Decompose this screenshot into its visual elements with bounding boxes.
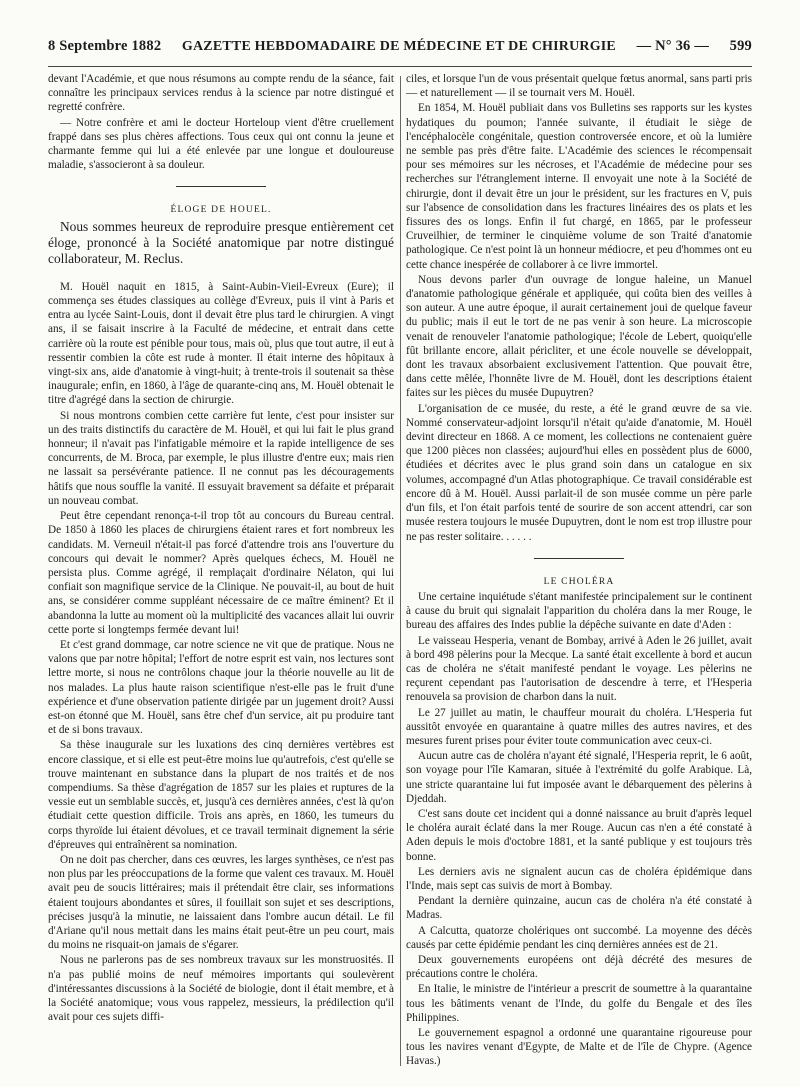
lead-paragraph: Nous sommes heureux de reproduire presque entièrement cet éloge, prononcé à la Société anatomique par notre distingué collaborateur, M. Reclus. bbox=[48, 218, 394, 267]
page-number: 599 bbox=[729, 38, 752, 54]
body-paragraph: A Calcutta, quatorze cholériques ont succombé. La moyenne des décès causés par cette épidémie pendant les cinq dernières années est de 21. bbox=[406, 924, 752, 951]
body-paragraph: Si nous montrons combien cette carrière fut lente, c'est pour insister sur un des traits distinctifs du caractère de M. Houël, et qui lui fait le plus grand honneur; il n'avait pas l'infatigable mémoire et la rapide intelligence de ses concurrents, de M. Broca, par exemple, le plus illustre d'entre eux; mais rien ne lassait sa persévérante patience. Il ne connut pas les découragements hâtifs que nous souffle la vanité. Il essuyait bravement sa défaite et préparait un nouveau combat. bbox=[48, 409, 394, 507]
issue-number: — N° 36 — bbox=[636, 38, 710, 54]
body-paragraph: Peut être cependant renonça-t-il trop tôt au concours du Bureau central. De 1850 à 1860 les places de chirurgiens étaient rares et fort nombreux les candidats. M. Verneuil n'était-il pas forcé d'attendre trois ans l'ouverture du concours qui devait le nommer? Après quelques échecs, M. Houël ne persista plus. Comme agrégé, il remplaçait d'ordinaire Nélaton, qui lui confiait son magnifique service de la Clinique. Ne pouvait-il, au bout de huit ans, se considérer comme suppléant nécessaire de ce maître éminent? Et il abandonna la lutte au moment où la multiplicité des vacances allait lui ouvrir cette porte si longtemps fermée devant lui! bbox=[48, 510, 394, 636]
page-header bbox=[48, 38, 752, 67]
intro-paragraph: devant l'Académie, et que nous résumons au compte rendu de la séance, fait connaître les principaux services rendus à la science par notre distingué et regretté confrère. bbox=[48, 73, 394, 114]
body-paragraph: Nous ne parlerons pas de ses nombreux travaux sur les monstruosités. Il n'a pas publié moins de neuf mémoires importants qui soulevèrent d'intéressantes discussions à la Société de biologie, dont il était membre, et à la Société anatomique; vous vous rappelez, messieurs, la prédilection qu'il avait pour ces sujets diffi- bbox=[48, 954, 394, 1024]
header-date: 8 Septembre 1882 bbox=[48, 38, 162, 54]
body-paragraph: Nous devons parler d'un ouvrage de longue haleine, un Manuel d'anatomie pathologique générale et appliquée, qui coûta bien des veilles à son auteur. A une autre époque, il aurait certainement joui de quelque faveur du public; mais il eut le tort de ne pas venir à son heure. La microscopie venait de renouveler l'anatomie pathologique; l'école de Lebert, quoiqu'elle fût brillante encore, allait péricliter, et une école nouvelle se développait, dont les travaux absorbaient exclusivement l'attention. Que pouvait être, dans cette mêlée, l'honnête livre de M. Houël, dont les descriptions étaient faites sur les pièces du musée Dupuytren? bbox=[406, 273, 752, 400]
body-paragraph: Sa thèse inaugurale sur les luxations des cinq dernières vertèbres est encore classique, et si elle est peut-être moins lue qu'autrefois, c'est qu'elle se trouve maintenant en substance dans la plupart de nos traités et de nos compendiums. Sa thèse d'agrégation de 1857 sur les plaies et ruptures de la vessie eut un semblable succès, et, jusqu'à ces dernières années, c'est là qu'on étudiait cette question difficile. Trois ans après, en 1860, les tumeurs du corps thyroïde lui étaient dévolues, et ce travail terminait dignement la série d'épreuves qui entraînèrent sa nomination. bbox=[48, 739, 394, 851]
section-divider bbox=[176, 186, 266, 187]
body-paragraph: En Italie, le ministre de l'intérieur a prescrit de soumettre à la quarantaine tous les bâtiments venant de l'Inde, du golfe du Bengale et des îles Philippines. bbox=[406, 983, 752, 1024]
columns bbox=[48, 72, 752, 1072]
body-paragraph: Pendant la dernière quinzaine, aucun cas de choléra n'a été constaté à Madras. bbox=[406, 895, 752, 922]
intro-paragraph: — Notre confrère et ami le docteur Horteloup vient d'être cruellement frappé dans ses plus chères affections. Tous ceux qui ont connu la jeune et charmante femme qui lui a été enlevée par une longue et douloureuse maladie, s'associeront à sa douleur. bbox=[48, 116, 394, 172]
body-paragraph: Le 27 juillet au matin, le chauffeur mourait du choléra. L'Hesperia fut aussitôt envoyée en quarantaine à quatre milles des autres navires, et des mesures furent prises pour éviter toute communication avec ceux-ci. bbox=[406, 706, 752, 747]
body-paragraph: ciles, et lorsque l'un de vous présentait quelque fœtus anormal, sans parti pris — et naturellement — il se tournait vers M. Houël. bbox=[406, 73, 752, 100]
body-paragraph: On ne doit pas chercher, dans ces œuvres, les larges synthèses, ce n'est pas non plus par les préoccupations de la forme que valent ces travaux. M. Houël avait peu de soucis littéraires; mais il prétendait être clair, ses informations étaient toujours abondantes et sûres, il fouillait son sujet et ses descriptions, précises jusqu'à la minutie, ne laissaient dans l'ombre aucun détail. Le fil d'Ariane qu'il nous mettait dans les mains était peut-être un peu court, mais du moins ne risquait-on jamais de s'égarer. bbox=[48, 853, 394, 952]
right-column bbox=[406, 72, 752, 1072]
body-paragraph: M. Houël naquit en 1815, à Saint-Aubin-Vieil-Evreux (Eure); il commença ses études classiques au collège d'Evreux, puis il vint à Paris et entra au lycée Saint-Louis, dont il devait être plus tard le chirurgien. A vingt ans, il se faisait inscrire à la Faculté de médecine, et entrait dans cette carrière où la route est pénible pour tous, mais où, plus que tout autre, il eut à ressentir combien la côte est rude à monter. Il était interne des hôpitaux à vingt-six ans, aide d'anatomie à vingt-huit; à trente-trois il soutenait sa thèse inaugurale; enfin, en 1860, à l'âge de quarante-cinq ans, M. Houël obtenait le titre d'agrégé dans la section de chirurgie. bbox=[48, 280, 394, 407]
body-paragraph: L'organisation de ce musée, du reste, a été le grand œuvre de sa vie. Nommé conservateur-adjoint lorsqu'il n'était qu'aide d'anatomie, M. Houël devint directeur en 1868. A ce moment, les collections ne contenaient guère que 1200 pièces non classées; aujourd'hui elles en possèdent plus de 6000, étudiées et décrites avec le plus grand soin dans un catalogue en six volumes, accompagné d'un Atlas photographique. Ce travail considérable est encore dû à M. Houël. Aussi parlait-il de son musée comme un père parle d'un fils, et l'on était parfois tenté de sourire de son accent attendri, car son musée restera toujours le musée Dupuytren, dont le nom est trop illustre pour ne pas rester solitaire. . . . . . bbox=[406, 402, 752, 543]
body-paragraph: Les derniers avis ne signalent aucun cas de choléra épidémique dans l'Inde, mais sept cas suivis de mort à Bombay. bbox=[406, 865, 752, 892]
journal-title: GAZETTE HEBDOMADAIRE DE MÉDECINE ET DE CHIRURGIE bbox=[181, 39, 616, 54]
body-paragraph: Et c'est grand dommage, car notre science ne vit que de pratique. Nous ne valons que par notre hôpital; l'effort de notre esprit est vain, nos lectures sont lettre morte, si nous ne contrôlons chaque jour la théorie nouvelle au lit de nos malades. La plus haute raison scientifique n'est-elle pas le fruit d'une expérience et d'une observation patiente dirigée par un jugement droit? Aussi est-on étonné que M. Houël, sans être chef d'un service, ait pu produire tant et de si bons travaux. bbox=[48, 638, 394, 737]
column-rule bbox=[400, 76, 401, 1066]
body-paragraph: Deux gouvernements européens ont déjà décrété des mesures de précautions contre le choléra. bbox=[406, 953, 752, 981]
body-paragraph: Le gouvernement espagnol a ordonné une quarantaine rigoureuse pour tous les navires venant d'Egypte, de Malte et de l'île de Chypre. (Agence Havas.) bbox=[406, 1027, 752, 1068]
body-paragraph: C'est sans doute cet incident qui a donné naissance au bruit d'après lequel le choléra aurait éclaté dans la mer Rouge. Aucun cas n'en a été constaté à Aden depuis le mois d'octobre 1881, et la santé publique y est toujours très bonne. bbox=[406, 807, 752, 863]
body-paragraph: Aucun autre cas de choléra n'ayant été signalé, l'Hesperia reprit, le 6 août, son voyage pour l'île Kamaran, située à l'extrémité du golfe Arabique. Là, une stricte quarantaine lui fut imposée avant le débarquement des pèlerins à Djeddah. bbox=[406, 750, 752, 805]
left-column bbox=[48, 72, 394, 1072]
body-paragraph: En 1854, M. Houël publiait dans vos Bulletins ses rapports sur les kystes hydatiques du poumon; l'année suivante, il étudiait le siège de l'encéphalocèle congénitale, question controversée encore, et où la lumière ne semble pas près d'être faite. L'Académie des sciences le récompensait pour ses mémoires sur les nécroses, et l'Académie de médecine pour ses recherches sur l'étranglement interne. Il envoyait une note à la Société de chirurgie, dont il devait être un jour le président, sur les fractures en V, puis sur l'absence de consolidation dans les fractures linéaires des os plats et les fissures des os longs. Enfin il fut chargé, en 1865, par le professeur Cruveilhier, de terminer le cinquième volume de son Traité d'anatomie pathologique. Ce n'est point là un honneur médiocre, et peu d'hommes ont eu cette chance inespérée de collaborer à ce livre immortel. bbox=[406, 102, 752, 271]
section-title-cholera: LE CHOLÉRA bbox=[543, 576, 615, 587]
body-paragraph: Le vaisseau Hesperia, venant de Bombay, arrivé à Aden le 26 juillet, avait à bord 498 pèlerins pour la Mecque. La santé était excellente à bord et aucun cas de choléra ne s'était manifesté pendant le voyage. Les pèlerins ne reçurent cependant pas l'autorisation de descendre à terre, et l'Hesperia renouvela sa provision de charbon dans la nuit. bbox=[406, 634, 752, 704]
section-divider bbox=[534, 558, 624, 559]
body-paragraph: Une certaine inquiétude s'étant manifestée principalement sur le continent à cause du bruit qui signalait l'apparition du choléra dans la mer Rouge, le bureau des affaires des Indes publie la dépêche suivante en date d'Aden : bbox=[406, 590, 752, 632]
section-title-eloge: ÉLOGE DE HOUEL. bbox=[170, 205, 272, 216]
